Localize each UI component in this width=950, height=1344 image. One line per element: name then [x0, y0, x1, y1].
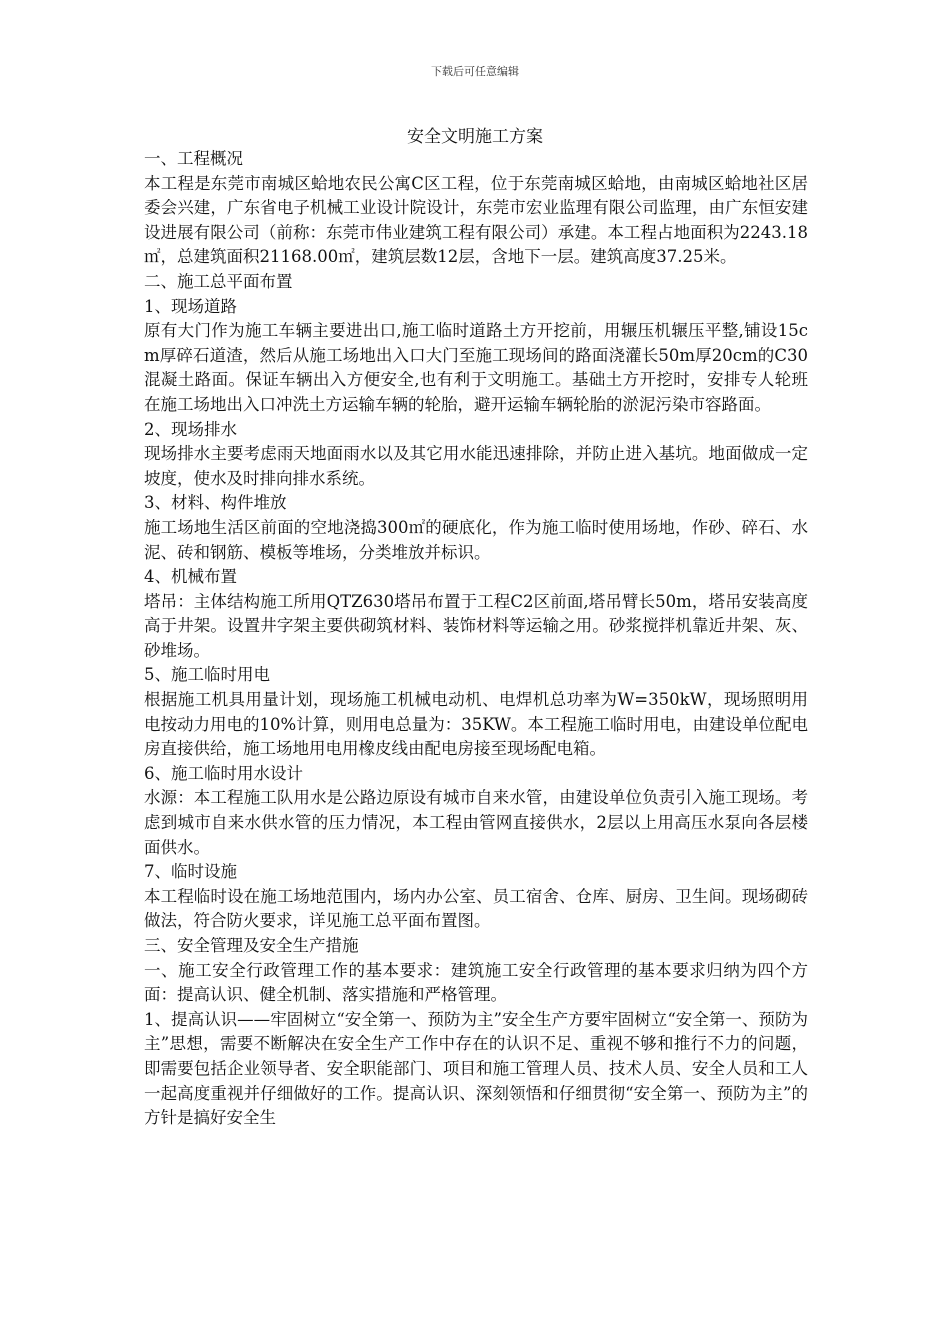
- subsection-heading: 3、材料、构件堆放: [144, 493, 287, 513]
- subsection-heading: 6、施工临时用水设计: [144, 763, 303, 783]
- body-paragraph: 本工程是东莞市南城区蛤地农民公寓C区工程，位于东莞南城区蛤地，由南城区蛤地社区居委会兴建，广东省电子机械工业设计院设计，东莞市宏业监理有限公司监理，由广东恒安建设进展有限公司（前称：东莞市伟业建筑工程有限公司）承建。本工程占地面积为2243.18㎡，总建筑面积21168.00㎡，建筑层数12层，含地下一层。建筑高度37.25米。: [144, 173, 808, 267]
- body-paragraph: 施工场地生活区前面的空地浇捣300㎡的硬底化，作为施工临时使用场地，作砂、碎石、水泥、砖和钢筋、模板等堆场，分类堆放并标识。: [144, 517, 808, 562]
- body-paragraph: 塔吊：主体结构施工所用QTZ630塔吊布置于工程C2区前面,塔吊臂长50m，塔吊安装高度高于井架。设置井字架主要供砌筑材料、装饰材料等运输之用。砂浆搅拌机靠近井架、灰、砂堆场。: [144, 591, 808, 660]
- body-paragraph: 1、提高认识——牢固树立“安全第一、预防为主”安全生产方要牢固树立“安全第一、预防为主”思想，需要不断解决在安全生产工作中存在的认识不足、重视不够和推行不力的问题，即需要包括企业领导者、安全职能部门、项目和施工管理人员、技术人员、安全人员和工人一起高度重视并仔细做好的工作。提高认识、深刻领悟和仔细贯彻“安全第一、预防为主”的方针是搞好安全生: [144, 1009, 808, 1128]
- body-paragraph: 本工程临时设在施工场地范围内，场内办公室、员工宿舍、仓库、厨房、卫生间。现场砌砖做法，符合防火要求，详见施工总平面布置图。: [144, 886, 808, 931]
- body-paragraph: 一、施工安全行政管理工作的基本要求：建筑施工安全行政管理的基本要求归纳为四个方面：提高认识、健全机制、落实措施和严格管理。: [144, 960, 808, 1005]
- body-paragraph: 水源：本工程施工队用水是公路边原设有城市自来水管，由建设单位负责引入施工现场。考虑到城市自来水供水管的压力情况，本工程由管网直接供水，2层以上用高压水泵向各层楼面供水。: [144, 788, 808, 857]
- document-body: [144, 147, 808, 1131]
- document-title: 安全文明施工方案: [407, 127, 543, 147]
- body-paragraph: 原有大门作为施工车辆主要进出口,施工临时道路土方开挖前，用辗压机辗压平整,铺设15cm厚碎石道渣，然后从施工场地出入口大门至施工现场间的路面浇灌长50m厚20cm的C30混凝土路面。保证车辆出入方便安全,也有利于文明施工。基础土方开挖时，安排专人轮班在施工场地出入口冲洗土方运输车辆的轮胎，避开运输车辆轮胎的淤泥污染市容路面。: [144, 321, 808, 414]
- body-paragraph: 现场排水主要考虑雨天地面雨水以及其它用水能迅速排除，并防止进入基坑。地面做成一定坡度，使水及时排向排水系统。: [144, 444, 808, 488]
- section-heading: 二、施工总平面布置: [144, 271, 293, 291]
- subsection-heading: 1、现场道路: [144, 296, 237, 316]
- section-heading: 三、安全管理及安全生产措施: [144, 936, 359, 955]
- subsection-heading: 2、现场排水: [144, 419, 237, 439]
- section-heading: 一、工程概况: [144, 149, 243, 168]
- body-paragraph: 根据施工机具用量计划，现场施工机械电动机、电焊机总功率为W=350kW，现场照明用电按动力用电的10%计算，则用电总量为：35KW。本工程施工临时用电，由建设单位配电房直接供给，施工场地用电用橡皮线由配电房接至现场配电箱。: [144, 690, 808, 759]
- subsection-heading: 4、机械布置: [144, 567, 237, 587]
- subsection-heading: 5、施工临时用电: [144, 665, 270, 685]
- subsection-heading: 7、临时设施: [144, 862, 237, 882]
- page-header-note: 下载后可任意编辑: [431, 65, 519, 78]
